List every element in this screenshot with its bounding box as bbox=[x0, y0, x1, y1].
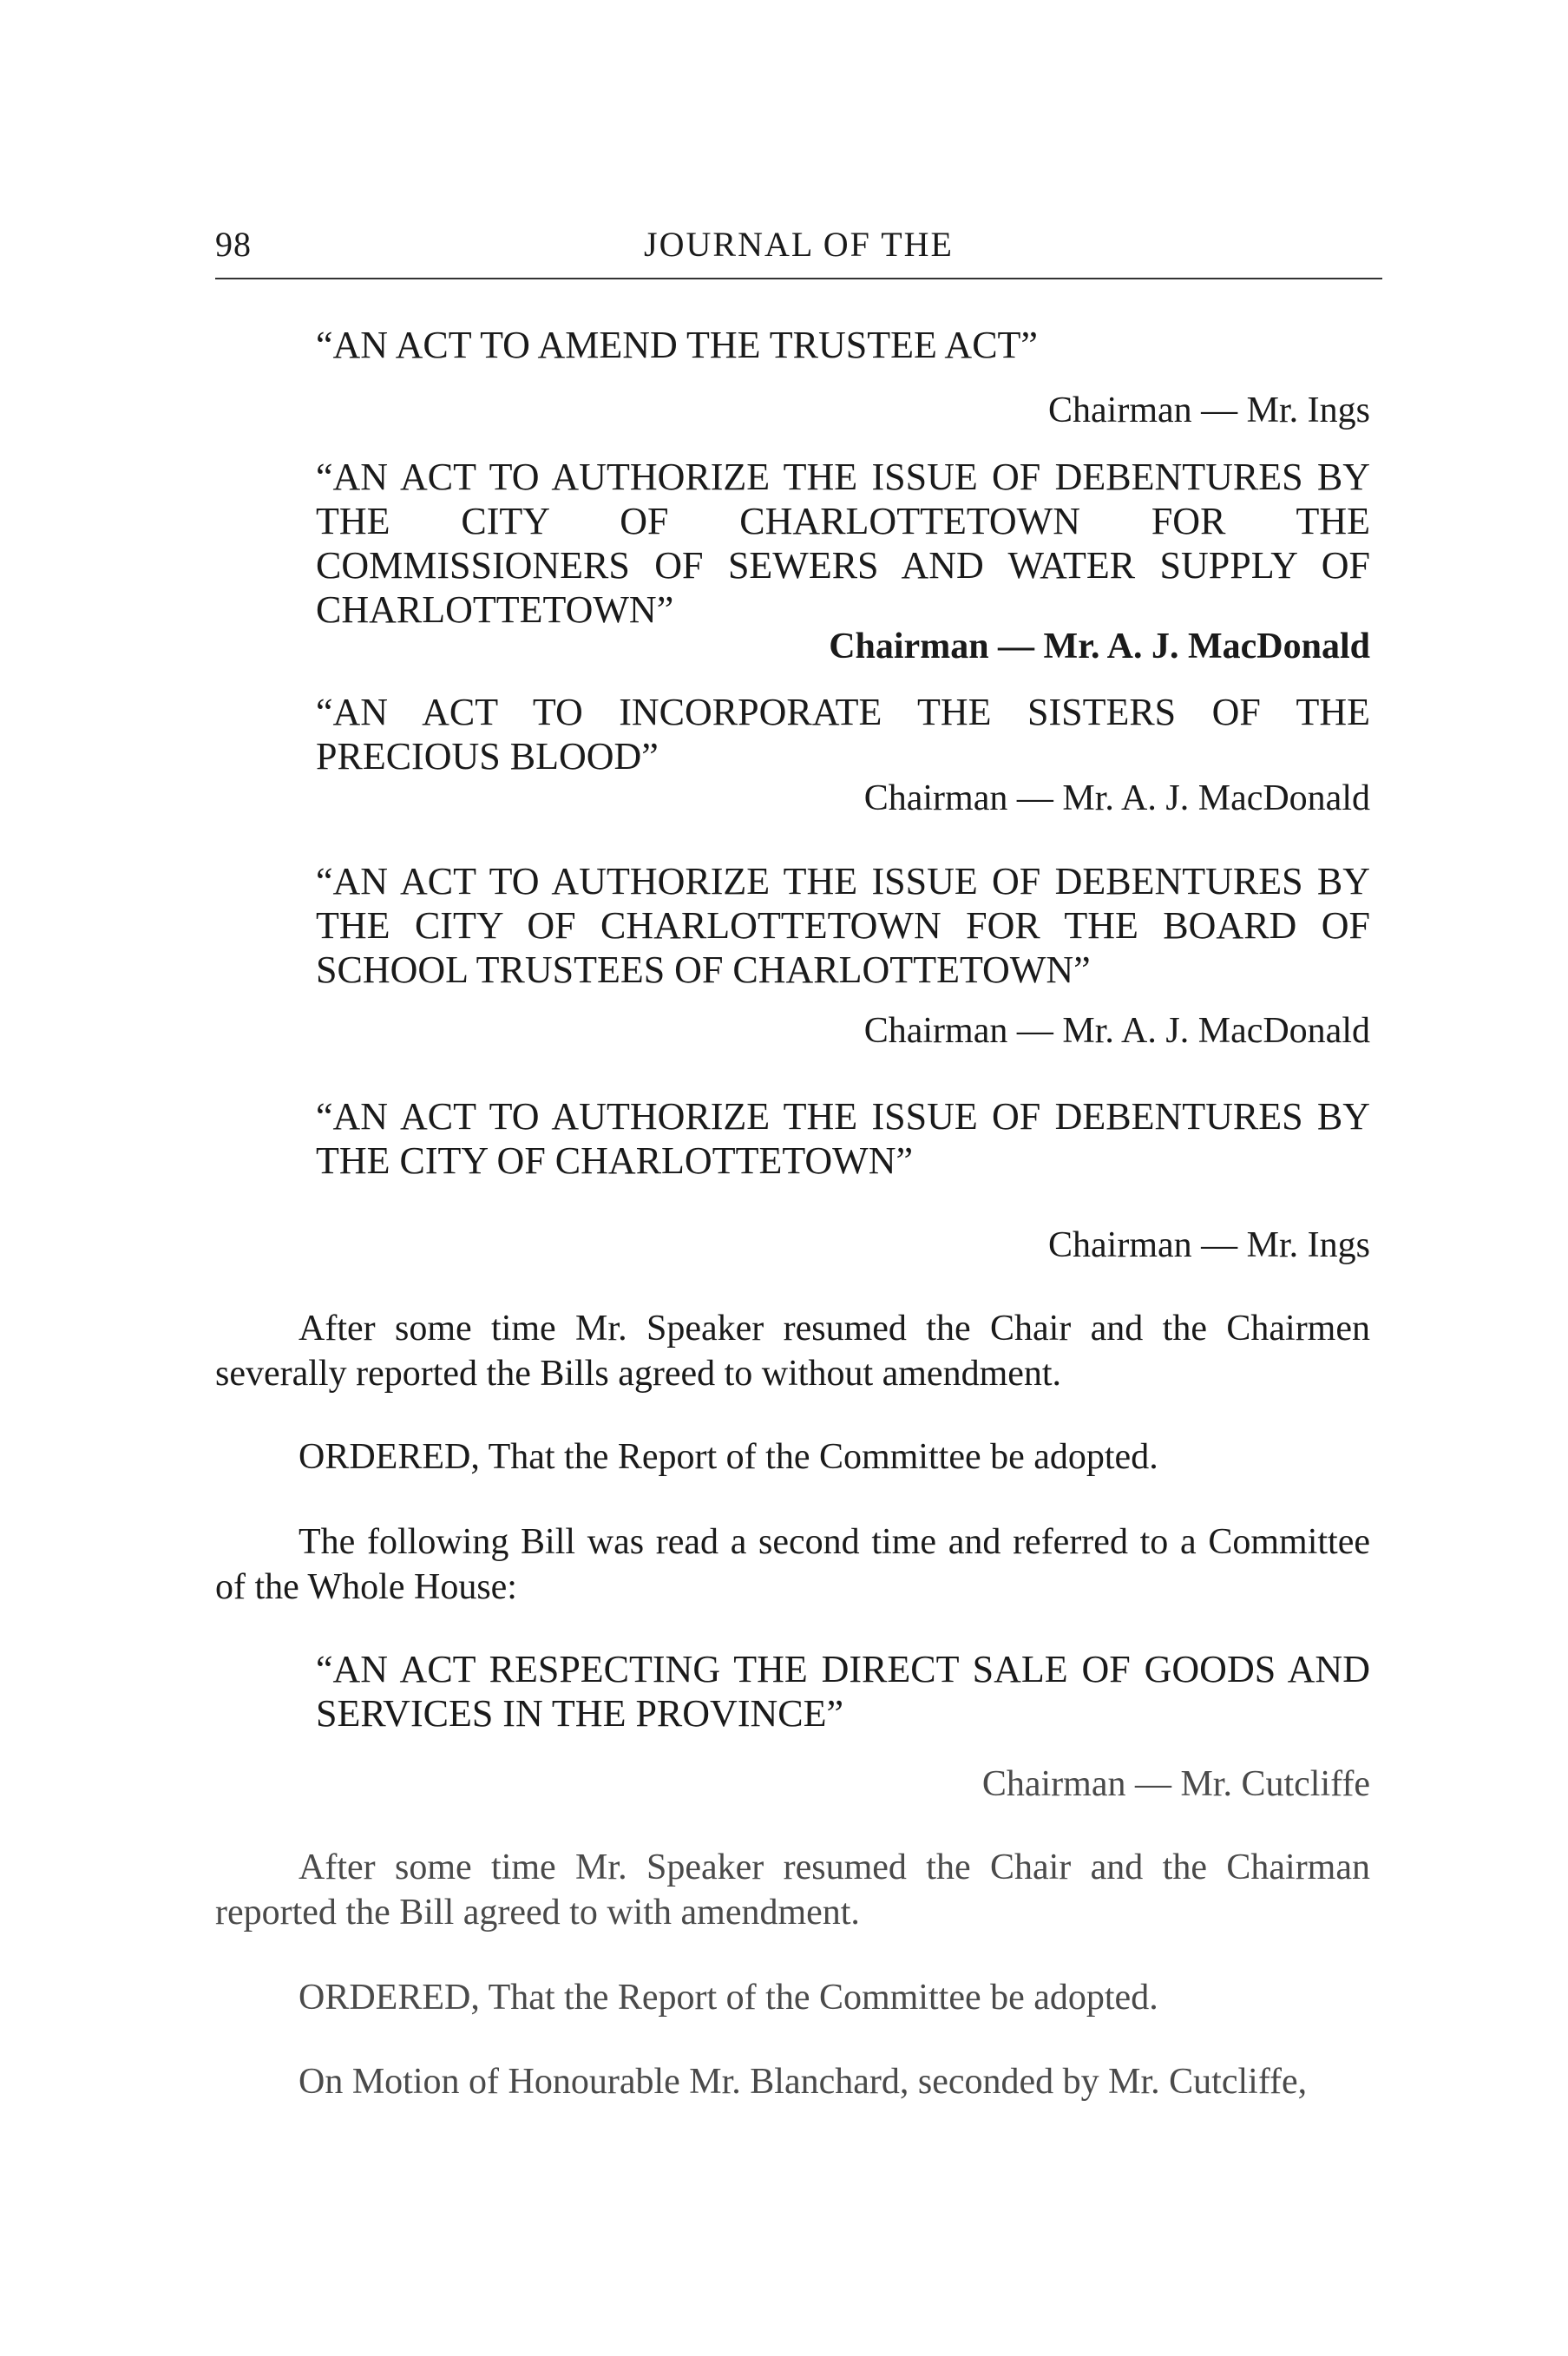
ordered-paragraph: ORDERED, That the Report of the Committee be adopted. bbox=[299, 1437, 1158, 1477]
bill-chairman: Chairman — Mr. Cutcliffe bbox=[981, 1764, 1370, 1804]
report-paragraph: After some time Mr. Speaker resumed the Chair and the Chairman reported the Bill agreed to with amendment. bbox=[215, 1847, 1370, 1933]
page-number: 98 bbox=[215, 225, 252, 264]
bill-chairman: Chairman — Mr. A. J. MacDonald bbox=[863, 1011, 1370, 1051]
ordered-paragraph: ORDERED, That the Report of the Committee be adopted. bbox=[299, 1978, 1158, 2018]
report-paragraph: After some time Mr. Speaker resumed the Chair and the Chairmen severally reported the Bills agreed to without amendment. bbox=[215, 1309, 1370, 1394]
bill-chairman: Chairman — Mr. Ings bbox=[1048, 390, 1370, 430]
bill-title: “AN ACT TO AUTHORIZE THE ISSUE OF DEBENTURES BY THE CITY OF CHARLOTTETOWN” bbox=[316, 1095, 1370, 1182]
second-reading-paragraph: The following Bill was read a second time and referred to a Committee of the Whole House: bbox=[215, 1522, 1370, 1607]
bill-title: “AN ACT RESPECTING THE DIRECT SALE OF GOODS AND SERVICES IN THE PROVINCE” bbox=[316, 1648, 1370, 1735]
bill-chairman: Chairman — Mr. A. J. MacDonald bbox=[829, 627, 1370, 666]
page-header bbox=[215, 224, 1382, 279]
bill-title: “AN ACT TO INCORPORATE THE SISTERS OF THE PRECIOUS BLOOD” bbox=[316, 691, 1370, 778]
bill-title: “AN ACT TO AUTHORIZE THE ISSUE OF DEBENTURES BY THE CITY OF CHARLOTTETOWN FOR THE COMMISSIONERS OF SEWERS AND WATER SUPPLY OF CHARLOTTETOWN” bbox=[316, 456, 1370, 631]
bill-chairman: Chairman — Mr. Ings bbox=[1048, 1225, 1370, 1265]
motion-paragraph: On Motion of Honourable Mr. Blanchard, seconded by Mr. Cutcliffe, bbox=[299, 2062, 1308, 2102]
running-head: JOURNAL OF THE bbox=[644, 225, 954, 264]
bill-title: “AN ACT TO AMEND THE TRUSTEE ACT” bbox=[316, 324, 1038, 366]
bill-chairman: Chairman — Mr. A. J. MacDonald bbox=[863, 778, 1370, 818]
bill-title: “AN ACT TO AUTHORIZE THE ISSUE OF DEBENTURES BY THE CITY OF CHARLOTTETOWN FOR THE BOARD OF SCHOOL TRUSTEES OF CHARLOTTETOWN” bbox=[316, 860, 1370, 991]
